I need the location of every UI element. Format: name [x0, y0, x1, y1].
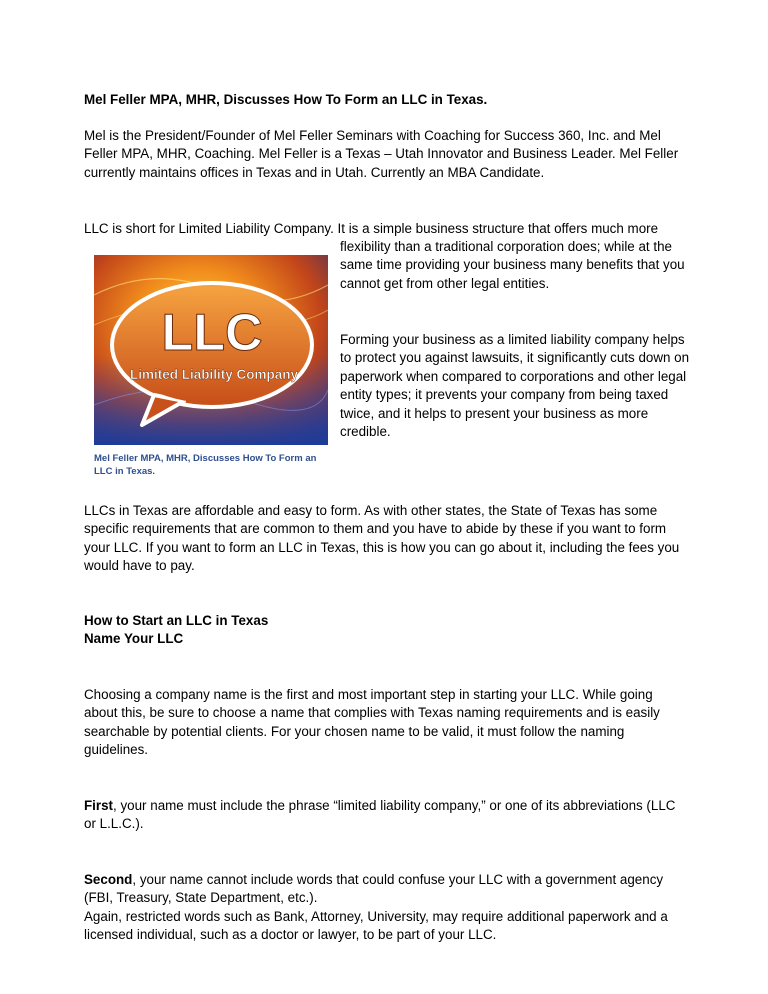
first-rule-paragraph: [84, 797, 684, 834]
section-heading-start: How to Start an LLC in Texas: [84, 613, 269, 628]
second-text: , your name cannot include words that could confuse your LLC with a government agency (FBI, Treasury, State Department, etc.).: [84, 872, 664, 906]
first-text: , your name must include the phrase “limited liability company,” or one of its abbreviations (LLC or L.L.C.).: [84, 798, 676, 832]
figure-caption: Mel Feller MPA, MHR, Discusses How To Form an LLC in Texas.: [94, 453, 317, 477]
second-rule-paragraph: [84, 871, 684, 908]
naming-paragraph: Choosing a company name is the first and most important step in starting your LLC. While going about this, be sure to choose a name that complies with Texas naming requirements and is easily searchable by potential clients. For your chosen name to be valid, it must follow the naming guidelines.: [84, 687, 660, 758]
document-title: Mel Feller MPA, MHR, Discusses How To Form an LLC in Texas.: [84, 92, 488, 107]
llc-right-paragraph-2: Forming your business as a limited liability company helps to protect you against lawsuits, it significantly cuts down on paperwork when compared to corporations and other legal entity types; it prevents your company from being taxed twice, and it helps to present your business as more credible.: [340, 332, 690, 440]
intro-paragraph: Mel is the President/Founder of Mel Feller Seminars with Coaching for Success 360, Inc. and Mel Feller MPA, MHR, Coaching. Mel Feller is a Texas – Utah Innovator and Business Leader. Mel Feller currently maintains offices in Texas and in Utah. Currently an MBA Candidate.: [84, 128, 679, 180]
llc-illustration: [94, 255, 328, 445]
figure-heading: LLC: [161, 304, 263, 362]
second-label: Second: [84, 872, 133, 887]
section-heading-name: Name Your LLC: [84, 631, 184, 646]
texas-paragraph: LLCs in Texas are affordable and easy to form. As with other states, the State of Texas has some specific requirements that are common to them and you have to abide by these if you want to form your LLC. If you want to form an LLC in Texas, this is how you can go about it, including the fees you would have to pay.: [84, 503, 680, 574]
figure-subheading: Limited Liability Company: [129, 367, 299, 382]
first-label: First: [84, 798, 114, 813]
restricted-words-paragraph: Again, restricted words such as Bank, Attorney, University, may require additional paperwork and a licensed individual, such as a doctor or lawyer, to be part of your LLC.: [84, 909, 668, 943]
llc-right-paragraph-1: flexibility than a traditional corporation does; while at the same time providing your business many benefits that you cannot get from other legal entities.: [340, 239, 685, 291]
llc-definition-line: LLC is short for Limited Liability Company. It is a simple business structure that offers much more: [84, 221, 659, 236]
